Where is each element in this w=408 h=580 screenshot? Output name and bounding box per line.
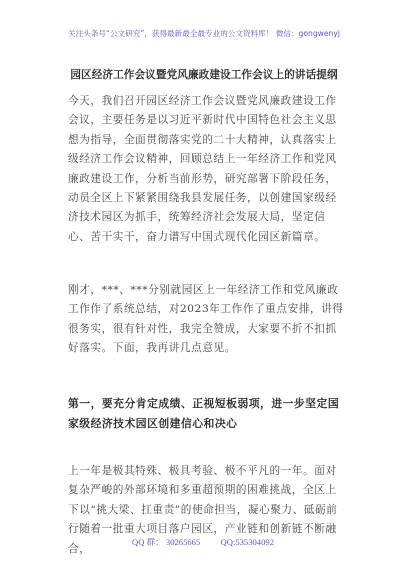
footer-bar (68, 530, 344, 554)
section-paragraph: 上一年是极其特殊、极具考验、极不平凡的一年。面对复杂严峻的外部环境和多重超预期的困难挑战，全区上下以“挑大梁、扛重责”的使命担当，凝心聚力、砥砺前行随着一批重大项目落户园区，产业链和创新链不断融合， (68, 465, 338, 555)
footer-qq-group: QQ 群： 30265665 (132, 537, 201, 547)
section-heading: 第一，要充分肯定成绩、正视短板弱项，进一步坚定国家级经济技术园区创建信心和决心 (68, 397, 340, 430)
document-title: 园区经济工作会议暨党风廉政建设工作会议上的讲话提纲 (70, 69, 338, 81)
header-banner: 关注头条号“公文研究”，获得最新最全最专业的公文资料库！ 微信：gongwenyj (68, 29, 340, 38)
footer-qq-contact: QQ:535304092 (220, 537, 274, 547)
body-paragraph-1: 今天，我们召开园区经济工作会议暨党风廉政建设工作会议，主要任务是以习近平新时代中国特色社会主义思想为指导，全面贯彻落实党的二十大精神，认真落实上级经济工作会议精神，回顾总结上一年经济工作和党风廉政建设工作，分析当前形势，研究部署下阶段任务，动员全区上下紧紧围绕我县发展任务，以创建国家级经济技术园区为抓手，统筹经济社会发展大局，坚定信心、苦干实干，奋力谱写中国式现代化园区新篇章。 (68, 95, 337, 243)
body-paragraph-2: 刚才，***、***分别就园区上一年经济工作和党风廉政工作作了系统总结，对2023年工作作了重点安排，讲得很务实，很有针对性，我完全赞成，大家要不折不扣抓好落实。下面，我再讲几点意见。 (68, 284, 344, 355)
